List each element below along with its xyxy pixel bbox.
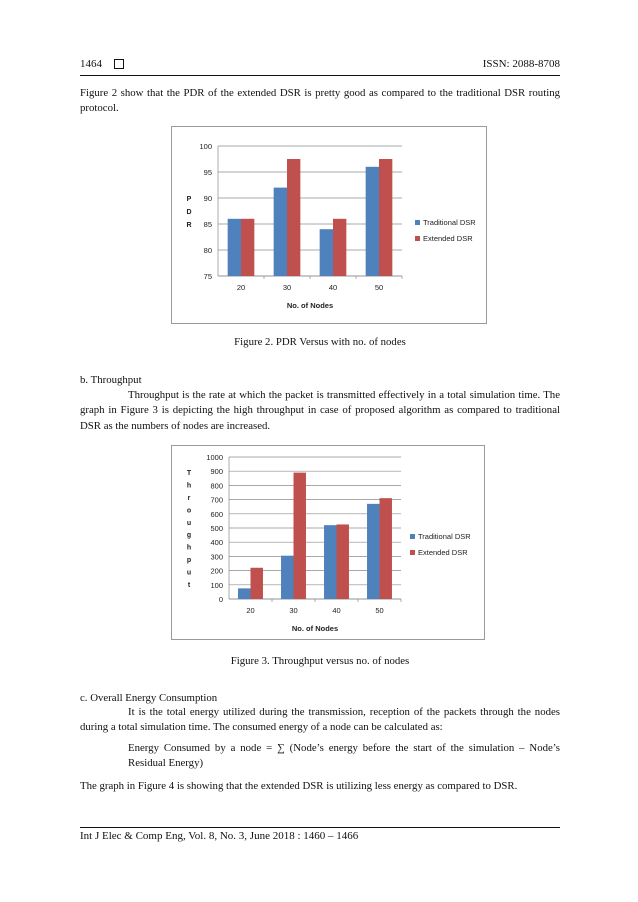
fig3-ytick-label: 300: [210, 552, 223, 562]
fig2-legend-label: Traditional DSR: [423, 218, 476, 227]
fig2-ylabel-letter: P: [186, 196, 192, 203]
fig3-bar-extended-50: [380, 498, 392, 599]
fig3-ylabel-letter: t: [187, 581, 191, 589]
square-bullet-icon: [114, 59, 124, 69]
fig3-ylabel-letter: u: [186, 519, 192, 527]
fig3-ylabel-letter: o: [186, 507, 192, 515]
fig3-legend-label: Traditional DSR: [418, 532, 471, 541]
fig3-ylabel-letter: h: [186, 544, 192, 552]
figure3-caption: Figure 3. Throughput versus no. of nodes: [230, 655, 410, 667]
fig2-bar-traditional-40: [320, 229, 333, 276]
footer-citation: Int J Elec & Comp Eng, Vol. 8, No. 3, June 2018 : 1460 – 1466: [80, 830, 359, 842]
section-b-heading: b. Throughput: [80, 374, 142, 386]
fig3-ytick-label: 100: [210, 580, 223, 590]
fig3-bar-traditional-40: [324, 525, 336, 599]
fig3-xtick-label: 30: [289, 606, 298, 615]
fig3-xtick-label: 50: [375, 606, 384, 615]
fig3-ylabel-letter: u: [186, 569, 192, 577]
fig2-ytick-label: 80: [203, 246, 212, 255]
fig2-ytick-label: 95: [203, 168, 212, 177]
fig3-ytick-label: 500: [210, 524, 223, 533]
fig2-bar-extended-40: [333, 219, 346, 276]
fig3-ytick-label: 400: [210, 538, 223, 548]
fig3-bar-traditional-30: [281, 556, 293, 599]
issn: ISSN: 2088-8708: [482, 58, 560, 70]
figure2-chart: [171, 126, 487, 324]
fig3-bar-traditional-20: [238, 588, 250, 599]
figure2-chart-svg: [172, 127, 486, 323]
fig3-xtick-label: 40: [332, 606, 341, 615]
fig3-ytick-label: 1000: [206, 453, 223, 462]
fig2-xtick-label: 20: [236, 283, 246, 292]
fig3-bar-extended-30: [294, 473, 306, 599]
fig2-ylabel-letter: D: [186, 209, 192, 216]
fig2-bar-extended-20: [241, 219, 254, 276]
fig2-ytick-label: 100: [199, 142, 212, 151]
fig3-ylabel-letter: h: [186, 482, 192, 490]
fig3-legend-swatch: [410, 534, 415, 539]
section-c-closing: The graph in Figure 4 is showing that the extended DSR is utilizing less energy as compared to DSR.: [80, 780, 518, 792]
fig3-xlabel: No. of Nodes: [291, 624, 339, 633]
fig3-bar-extended-40: [337, 524, 349, 599]
fig3-legend-swatch: [410, 550, 415, 555]
fig2-bar-traditional-30: [274, 188, 287, 276]
fig3-ylabel-letter: T: [186, 470, 192, 478]
fig2-xtick-label: 40: [328, 283, 338, 292]
fig2-bar-extended-50: [379, 159, 392, 276]
intro-paragraph: Figure 2 show that the PDR of the extended DSR is pretty good as compared to the traditional DSR routing protocol.: [80, 87, 560, 115]
fig2-legend-swatch: [415, 236, 420, 241]
fig3-ylabel-letter: r: [187, 495, 191, 502]
fig3-ytick-label: 200: [210, 566, 223, 576]
fig2-ylabel-letter: R: [186, 222, 192, 229]
fig3-legend-label: Extended DSR: [418, 548, 468, 557]
fig2-bar-traditional-20: [228, 219, 241, 276]
fig3-ylabel-letter: g: [186, 532, 192, 540]
fig3-ytick-label: 800: [210, 481, 223, 491]
footer-rule: [80, 827, 560, 828]
fig3-xtick-label: 20: [246, 606, 255, 615]
fig2-legend-label: Extended DSR: [423, 234, 473, 243]
page-number: 1464: [80, 58, 102, 70]
figure3-chart: [171, 445, 485, 640]
running-header-left: [80, 58, 124, 70]
section-c-paragraph: It is the total energy utilized during the transmission, reception of the packets through the nodes during a total simulation time. The consumed energy of a node can be calculated as:: [80, 706, 560, 734]
fig2-ytick-label: 85: [203, 220, 212, 229]
fig2-legend-swatch: [415, 220, 420, 225]
fig2-ytick-label: 90: [203, 194, 212, 203]
header-rule: [80, 75, 560, 76]
figure2-caption: Figure 2. PDR Versus with no. of nodes: [234, 336, 406, 348]
fig2-xtick-label: 50: [374, 283, 384, 292]
section-c-heading: c. Overall Energy Consumption: [80, 692, 218, 704]
energy-equation: Energy Consumed by a node = ∑ (Node’s energy before the start of the simulation – Node’s Residual Energy): [128, 742, 560, 770]
section-b-paragraph: Throughput is the rate at which the packet is transmitted effectively in a total simulation time. The graph in Figure 3 is depicting the high throughput in case of proposed algorithm as compared to traditional DSR as the numbers of nodes are increased.: [80, 389, 560, 432]
figure3-chart-svg: [172, 446, 484, 639]
fig3-bar-extended-20: [251, 568, 263, 599]
fig3-ytick-label: 700: [210, 495, 223, 505]
fig2-xlabel: No. of Nodes: [286, 301, 334, 310]
fig2-ytick-label: 75: [203, 272, 212, 281]
fig2-xtick-label: 30: [282, 283, 292, 292]
fig3-bar-traditional-50: [367, 504, 379, 599]
fig3-ytick-label: 900: [210, 467, 223, 477]
fig3-ytick-label: 600: [210, 509, 223, 519]
fig3-ytick-label: 0: [218, 595, 223, 604]
fig2-bar-extended-30: [287, 159, 300, 276]
fig2-bar-traditional-50: [366, 167, 379, 276]
fig3-ylabel-letter: p: [186, 557, 192, 564]
